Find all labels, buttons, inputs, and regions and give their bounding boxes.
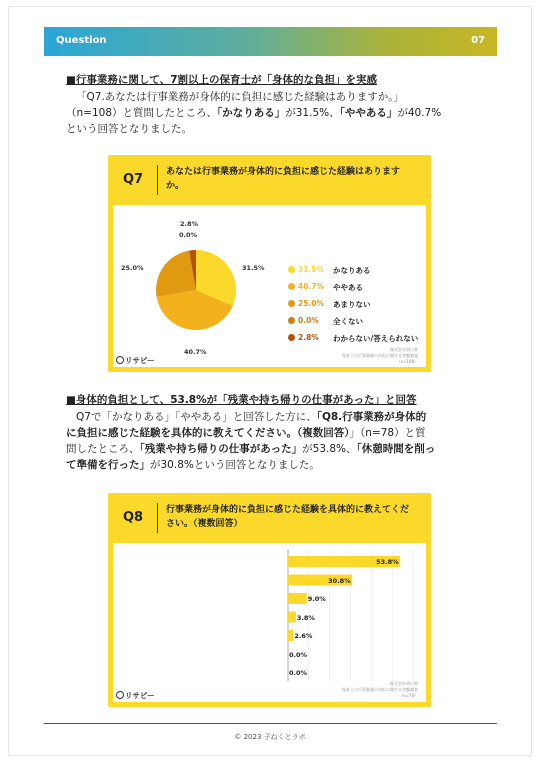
bar-value-label: 0.0% (289, 669, 308, 677)
pie-slice (156, 251, 196, 297)
chart-q8-card (108, 493, 431, 707)
text-run: 問したところ、 (66, 443, 140, 455)
text-run-bold: に負担に感じた経験を具体的に教えてください。（複数回答） (66, 427, 350, 439)
footer-copyright: © 2023 子ねくとラボ (234, 733, 306, 741)
bar (288, 612, 296, 623)
legend-label: わからない/答えられない (333, 334, 419, 343)
source-line: 株式会社明日香 (390, 681, 418, 686)
text-run-bold: 「ややある」 (339, 107, 398, 119)
chart-q7-card (108, 155, 431, 372)
section2-line-3 (66, 441, 476, 457)
header-separator (157, 165, 158, 195)
chart-q7-logo (116, 355, 155, 366)
text-run: が30.8%という回答となりました。 (150, 459, 320, 471)
chart-q7-body (113, 205, 426, 367)
header-band (44, 27, 497, 56)
bulb-icon (116, 356, 124, 364)
header-label: Question (56, 35, 107, 46)
section2-paragraph (66, 409, 476, 473)
bar-value-label: 53.8% (376, 558, 399, 566)
legend-value: 31.5% (298, 265, 325, 274)
chart-q8-title: 行事業務が身体的に負担に感じた経験を具体的に教えてください。（複数回答） (166, 505, 410, 529)
text-run: が31.5%、 (285, 107, 340, 119)
section1-paragraph (66, 89, 476, 137)
bar-chart (113, 543, 426, 702)
legend-value: 0.0% (298, 316, 319, 325)
legend-label: かなりある (333, 266, 371, 275)
source-line: 保育士の行事業務の負担に関する実態調査 (342, 687, 418, 692)
text-run-bold: 「かなりある」 (217, 107, 286, 119)
section2-title: ■身体的負担として、53.8%が「残業や持ち帰りの仕事があった」と回答 (66, 394, 417, 406)
source-line: 株式会社明日香 (390, 347, 418, 352)
legend-swatch (288, 266, 295, 273)
bar-value-label: 0.0% (289, 650, 308, 659)
page-number: 07 (471, 35, 485, 46)
text-run-bold: 「残業や持ち帰りの仕事があった」 (139, 443, 303, 455)
chart-q7-header (108, 155, 431, 205)
footer-divider (44, 723, 497, 724)
legend-swatch (288, 283, 295, 290)
bar-value-label: 2.6% (294, 632, 313, 640)
text-run: Q7で「かなりある」「ややある」と回答した方に、 (76, 411, 317, 423)
section2-line-1 (66, 409, 476, 425)
section1-line-3: という回答となりました。 (66, 123, 192, 135)
chart-q7-qlabel: Q7 (123, 172, 144, 187)
bar (288, 630, 293, 641)
chart-q8-source (342, 681, 418, 699)
pie-slice-label: 40.7% (184, 348, 207, 356)
pie-slice-label: 31.5% (242, 264, 265, 272)
text-run-bold: て準備を行った」 (66, 459, 150, 471)
source-line: 保育士の行事業務の負担に関する実態調査 (342, 353, 418, 358)
text-run: が53.8%、 (302, 443, 357, 455)
bar-value-label: 9.0% (307, 595, 326, 603)
pie-slice-label: 2.8% (180, 220, 199, 228)
section2-line-4 (66, 457, 476, 473)
legend-swatch (288, 334, 295, 341)
chart-q8-logo (116, 690, 155, 701)
text-run: が40.7% (397, 107, 442, 119)
text-run-bold: 「Q8.行事業務が身体的 (316, 411, 427, 423)
bulb-icon (116, 691, 124, 699)
legend-value: 25.0% (298, 299, 325, 308)
legend-label: 全くない (333, 317, 363, 326)
legend-value: 40.7% (298, 282, 325, 291)
pie-slice-label: 0.0% (179, 231, 198, 239)
text-run: 」（n=78）と質 (349, 427, 426, 439)
legend-label: あまりない (333, 300, 371, 309)
source-line: （n=108） (396, 359, 418, 364)
bar-value-label: 30.8% (328, 576, 351, 585)
text-run: （n=108）と質問したところ、 (66, 107, 217, 119)
logo-text: リサピー (125, 356, 155, 365)
bar (288, 593, 307, 604)
pie-slice-label: 25.0% (121, 264, 144, 272)
section1-line-1: 「Q7.あなたは行事業務が身体的に負担に感じた経験はありますか。」 (76, 91, 405, 103)
section2-line-2 (66, 425, 476, 441)
bar-value-label: 3.8% (296, 613, 315, 622)
legend-swatch (288, 300, 295, 307)
chart-q7-title: あなたは行事業務が身体的に負担に感じた経験はありますか。 (166, 167, 401, 191)
text-run-bold: 「休憩時間を削っ (356, 443, 436, 455)
chart-q8-header (108, 493, 431, 543)
legend-swatch (288, 317, 295, 324)
section1-line-2 (66, 105, 476, 121)
legend-label: ややある (333, 283, 363, 292)
chart-q8-qlabel: Q8 (123, 510, 144, 525)
chart-q7-source (342, 347, 418, 365)
source-line: （n=78） (399, 693, 418, 698)
legend-value: 2.8% (298, 333, 319, 342)
logo-text: リサピー (125, 691, 155, 700)
section1-title: ■行事業務に関して、7割以上の保育士が「身体的な負担」を実感 (66, 74, 378, 86)
chart-q8-body (113, 543, 426, 702)
header-separator (157, 503, 158, 533)
